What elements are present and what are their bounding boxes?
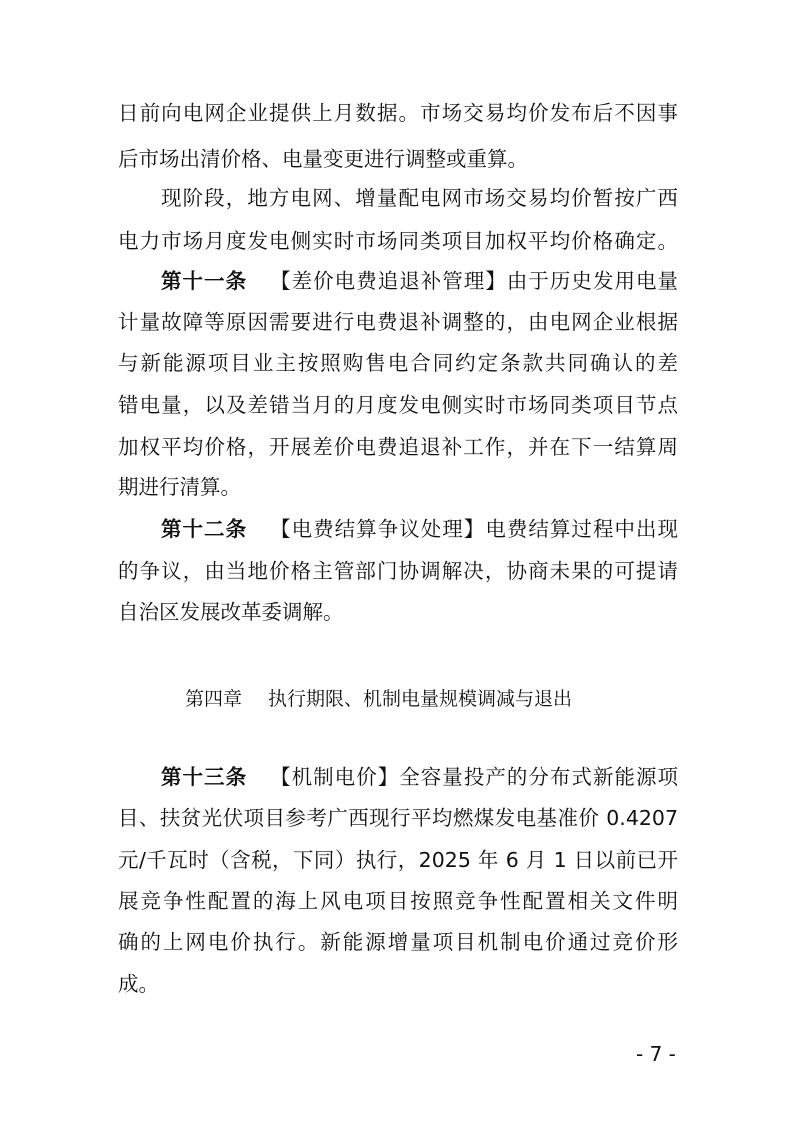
chapter-title: 执行期限、机制电量规模调减与退出 [268,688,573,710]
article-12-title: 【电费结算争议处理】 [269,517,486,541]
article-11-body-line: 计量故障等原因需要进行电费退补调整的，由电网企业根据 [118,310,678,334]
article-12-heading-line [161,514,678,544]
body-line-indented: 现阶段，地方电网、增量配电网市场交易均价暂按广西 [161,186,678,210]
article-11-number: 第十一条 [161,269,248,293]
article-11-body-line: 期进行清算。 [118,475,241,499]
article-11-body-line: 错电量，以及差错当月的月度发电侧实时市场同类项目节点 [118,393,678,417]
page-number: - 7 - [636,1042,676,1066]
article-13-body-line: 元/千瓦时（含税，下同）执行，2025 年 6 月 1 日以前已开 [118,848,678,872]
article-13-body-line: 成。 [118,972,159,996]
chapter-heading [185,684,615,714]
article-13-title: 【机制电价】 [269,765,400,789]
article-11-first-line-text: 由于历史发用电量 [506,269,678,293]
article-12-body-line: 自治区发展改革委调解。 [118,600,344,624]
article-12-first-line-text: 电费结算过程中出现 [485,517,678,541]
article-13-body-line: 确的上网电价执行。新能源增量项目机制电价通过竞价形 [118,930,678,954]
body-line: 日前向电网企业提供上月数据。市场交易均价发布后不因事 [118,101,678,125]
article-12-number: 第十二条 [161,517,248,541]
article-11-heading-line [161,266,678,296]
article-13-body-line: 目、扶贫光伏项目参考广西现行平均燃煤发电基准价 0.4207 [118,806,678,830]
body-line: 电力市场月度发电侧实时市场同类项目加权平均价格确定。 [118,229,678,253]
article-13-heading-line [161,762,678,792]
article-11-body-line: 加权平均价格，开展差价电费追退补工作，并在下一结算周 [118,435,678,459]
body-line: 后市场出清价格、电量变更进行调整或重算。 [118,147,528,171]
article-13-body-line: 展竞争性配置的海上风电项目按照竞争性配置相关文件明 [118,889,678,913]
article-13-first-line-text: 全容量投产的分布式新能源项 [399,765,678,789]
article-12-body-line: 的争议，由当地价格主管部门协调解决，协商未果的可提请 [118,559,678,583]
article-13-number: 第十三条 [161,765,248,789]
article-11-title: 【差价电费追退补管理】 [269,269,507,293]
article-11-body-line: 与新能源项目业主按照购售电合同约定条款共同确认的差 [118,351,678,375]
chapter-number: 第四章 [185,688,243,710]
